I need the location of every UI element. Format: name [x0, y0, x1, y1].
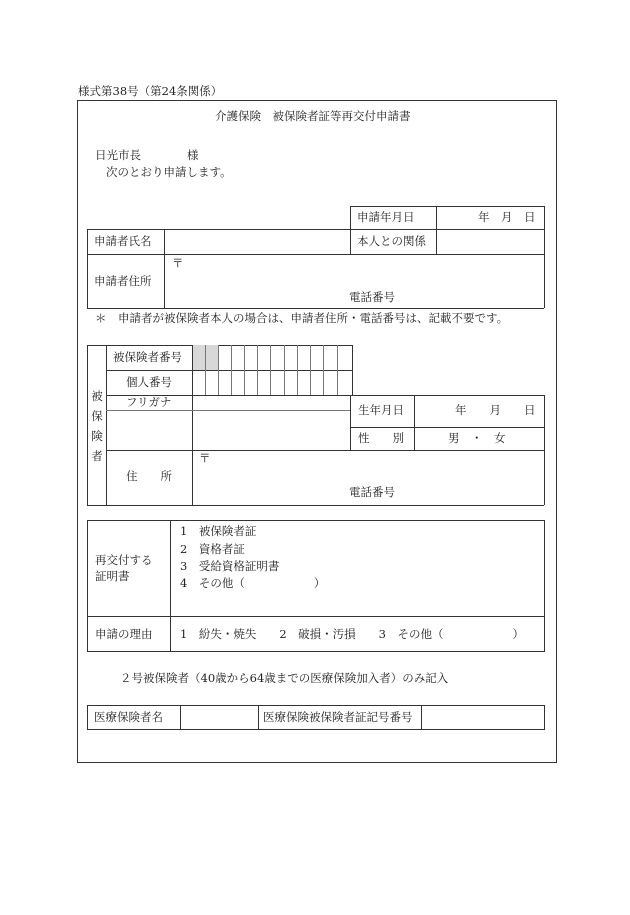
insured-number-label: 被保険者番号 — [113, 350, 182, 364]
applicant-name-field[interactable] — [166, 231, 348, 252]
insured-address-label: 住 所 — [126, 469, 172, 483]
insured-number-field[interactable] — [193, 346, 351, 369]
reissue-label-line2: 証明書 — [95, 569, 130, 583]
medical-insurer-label: 医療保険者名 — [94, 710, 163, 724]
applicant-address-label: 申請者住所 — [94, 274, 152, 288]
insured-side-label-1: 被 — [91, 389, 103, 403]
form-number: 様式第38号（第24条関係） — [78, 84, 223, 98]
birth-date-label: 生年月日 — [358, 403, 404, 417]
reissue-option-2[interactable]: 2 資格者証 — [180, 542, 245, 556]
insured-name-field[interactable] — [193, 411, 349, 449]
medical-insurer-field[interactable] — [182, 707, 256, 728]
insured-phone-label: 電話番号 — [349, 485, 395, 499]
application-date-field[interactable]: 年 月 日 — [478, 210, 536, 224]
reissue-option-3[interactable]: 3 受給資格証明書 — [180, 559, 280, 573]
sex-options[interactable]: 男 ・ 女 — [448, 431, 506, 445]
sex-label: 性 別 — [358, 431, 404, 445]
relation-label: 本人との関係 — [357, 234, 426, 248]
insured-side-label-4: 者 — [91, 449, 103, 463]
application-date-label: 申請年月日 — [357, 210, 415, 224]
insured-postal-mark: 〒 — [199, 451, 211, 465]
reissue-option-1[interactable]: 1 被保険者証 — [180, 524, 257, 538]
furigana-field[interactable] — [193, 396, 349, 409]
form-title: 介護保険 被保険者証等再交付申請書 — [215, 109, 411, 123]
reason-options[interactable]: 1 紛失・焼失 2 破損・汚損 3 その他（ ） — [180, 627, 524, 641]
applicant-name-label: 申請者氏名 — [94, 234, 152, 248]
insured-side-label-3: 険 — [91, 429, 103, 443]
reissue-option-4[interactable]: 4 その他（ ） — [180, 576, 326, 590]
relation-field[interactable] — [438, 231, 542, 252]
reason-label: 申請の理由 — [95, 627, 153, 641]
birth-date-field[interactable]: 年 月 日 — [455, 403, 536, 417]
personal-number-field[interactable] — [193, 371, 351, 394]
reissue-label-line1: 再交付する — [95, 553, 153, 567]
applicant-phone-label: 電話番号 — [349, 290, 395, 304]
personal-number-label: 個人番号 — [126, 375, 172, 389]
applicant-note: ＊ 申請者が被保険者本人の場合は、申請者住所・電話番号は、記載不要です。 — [95, 311, 509, 325]
intro-text: 次のとおり申請します。 — [106, 165, 232, 179]
addressee: 日光市長 様 — [95, 148, 199, 162]
secondary-insured-note: ２号被保険者（40歳から64歳までの医療保険加入者）のみ記入 — [120, 671, 449, 685]
medical-insured-number-field[interactable] — [423, 707, 543, 728]
furigana-label: フリガナ — [126, 395, 172, 409]
insured-side-label-2: 保 — [91, 409, 103, 423]
applicant-postal-mark: 〒 — [172, 256, 184, 270]
medical-insured-number-label: 医療保険被保険者証記号番号 — [263, 710, 413, 724]
